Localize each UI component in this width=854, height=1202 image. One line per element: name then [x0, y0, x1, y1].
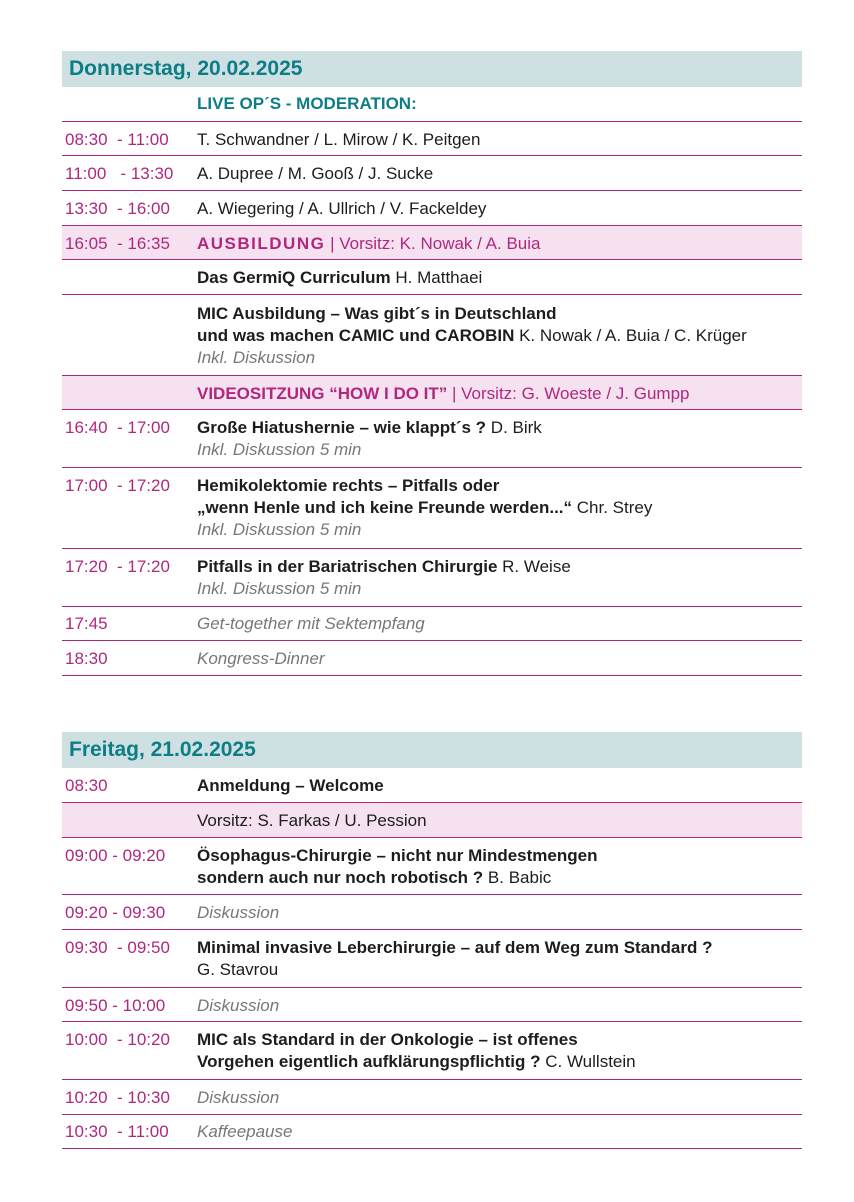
moderators: A. Wiegering / A. Ullrich / V. Fackeldey	[197, 199, 487, 218]
event-text: Diskussion	[197, 903, 280, 922]
time-range: 09:30 - 09:50	[65, 938, 170, 957]
discussion-row	[62, 988, 802, 1022]
time-range: 10:30 - 11:00	[65, 1122, 169, 1141]
event-text: Kaffeepause	[197, 1122, 293, 1141]
speaker: H. Matthaei	[390, 268, 483, 287]
time-range: 16:05 - 16:35	[65, 234, 170, 253]
talk-row	[62, 838, 802, 895]
talk-title-line: „wenn Henle und ich keine Freunde werden...“	[197, 498, 573, 517]
day-header-thursday: Donnerstag, 20.02.2025	[62, 51, 802, 87]
talk-row	[62, 295, 802, 376]
event-text: Diskussion	[197, 1088, 280, 1107]
discussion-row	[62, 1080, 802, 1115]
event-text: Anmeldung – Welcome	[197, 776, 384, 795]
time-range: 08:30 - 11:00	[65, 130, 169, 149]
session-label: AUSBILDUNG	[197, 234, 326, 253]
time-cell	[62, 303, 197, 375]
talk-note: Inkl. Diskussion	[197, 348, 316, 367]
video-session-row	[62, 376, 802, 410]
time-range: 18:30	[65, 649, 108, 668]
talk-row	[62, 930, 802, 988]
talk-row	[62, 1022, 802, 1080]
time-cell	[62, 267, 197, 294]
talk-title-line: sondern auch nur noch robotisch ?	[197, 868, 484, 887]
speaker: D. Birk	[486, 418, 542, 437]
ausbildung-session-row	[62, 226, 802, 260]
talk-note: Inkl. Diskussion 5 min	[197, 520, 362, 539]
session-chair: Vorsitz: G. Woeste / J. Gumpp	[461, 384, 690, 403]
talk-title-line: Vorgehen eigentlich aufklärungspflichtig ?	[197, 1052, 541, 1071]
talk-row	[62, 260, 802, 295]
talk-note: Inkl. Diskussion 5 min	[197, 579, 362, 598]
talk-title-line: MIC Ausbildung – Was gibt´s in Deutschland	[197, 304, 557, 323]
talk-title-line: und was machen CAMIC und CAROBIN	[197, 326, 515, 345]
event-text: Diskussion	[197, 996, 280, 1015]
time-range: 17:20 - 17:20	[65, 557, 170, 576]
live-ops-row	[62, 156, 802, 191]
friday-section	[62, 732, 802, 1149]
time-cell	[62, 93, 197, 121]
speaker: K. Nowak / A. Buia / C. Krüger	[514, 326, 747, 345]
time-cell	[62, 810, 197, 837]
speaker: R. Weise	[497, 557, 571, 576]
speaker: G. Stavrou	[197, 960, 279, 979]
talk-row	[62, 410, 802, 468]
moderators: T. Schwandner / L. Mirow / K. Peitgen	[197, 130, 481, 149]
talk-title-line: Ösophagus-Chirurgie – nicht nur Mindestmengen	[197, 846, 598, 865]
time-range: 09:00 - 09:20	[65, 846, 166, 865]
discussion-row	[62, 895, 802, 930]
live-ops-heading-row	[62, 87, 802, 122]
time-range: 13:30 - 16:00	[65, 199, 170, 218]
event-row	[62, 607, 802, 641]
separator: |	[447, 384, 462, 403]
time-range: 17:45	[65, 614, 108, 633]
time-cell	[62, 383, 197, 409]
time-range: 16:40 - 17:00	[65, 418, 170, 437]
talk-row	[62, 468, 802, 549]
talk-title-line: Hemikolektomie rechts – Pitfalls oder	[197, 476, 500, 495]
event-row	[62, 1115, 802, 1149]
talk-title: Pitfalls in der Bariatrischen Chirurgie	[197, 557, 498, 576]
time-range: 08:30	[65, 776, 108, 795]
speaker: Chr. Strey	[572, 498, 653, 517]
live-ops-row	[62, 122, 802, 156]
event-text: Kongress-Dinner	[197, 649, 325, 668]
talk-title-line: Minimal invasive Leberchirurgie – auf dem Weg zum Standard ?	[197, 938, 713, 957]
session-chair: Vorsitz: S. Farkas / U. Pession	[197, 811, 427, 830]
talk-title: Das GermiQ Curriculum	[197, 268, 391, 287]
time-range: 11:00 - 13:30	[65, 164, 174, 183]
live-ops-row	[62, 191, 802, 226]
speaker: B. Babic	[483, 868, 552, 887]
separator: |	[325, 234, 340, 253]
time-range: 09:20 - 09:30	[65, 903, 166, 922]
talk-title: Große Hiatushernie – wie klappt´s ?	[197, 418, 487, 437]
time-range: 17:00 - 17:20	[65, 476, 170, 495]
event-row	[62, 768, 802, 803]
speaker: C. Wullstein	[540, 1052, 636, 1071]
talk-row	[62, 549, 802, 607]
session-chair: Vorsitz: K. Nowak / A. Buia	[339, 234, 541, 253]
event-text: Get-together mit Sektempfang	[197, 614, 425, 633]
thursday-section	[62, 51, 802, 676]
session-label: VIDEOSITZUNG “HOW I DO IT”	[197, 384, 448, 403]
talk-note: Inkl. Diskussion 5 min	[197, 440, 362, 459]
live-ops-label: LIVE OP´S - MODERATION:	[197, 94, 417, 113]
time-range: 10:20 - 10:30	[65, 1088, 170, 1107]
chair-row	[62, 803, 802, 838]
time-range: 10:00 - 10:20	[65, 1030, 170, 1049]
day-header-friday: Freitag, 21.02.2025	[62, 732, 802, 768]
event-row	[62, 641, 802, 676]
time-range: 09:50 - 10:00	[65, 996, 166, 1015]
talk-title-line: MIC als Standard in der Onkologie – ist offenes	[197, 1030, 578, 1049]
moderators: A. Dupree / M. Gooß / J. Sucke	[197, 164, 434, 183]
